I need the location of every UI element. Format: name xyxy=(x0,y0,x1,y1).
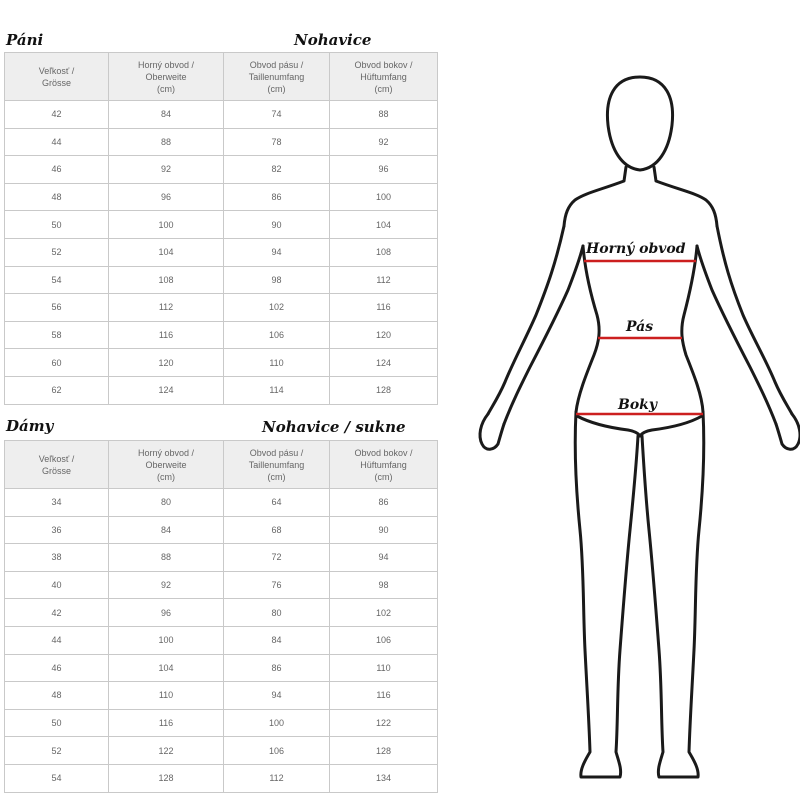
table-cell: 46 xyxy=(5,156,109,184)
table-cell: 80 xyxy=(109,489,224,517)
column-header xyxy=(224,53,330,101)
column-header-line: (cm) xyxy=(157,83,175,94)
women-size-table xyxy=(4,440,438,793)
table-cell: 124 xyxy=(330,349,438,377)
table-row xyxy=(5,654,438,682)
table-cell: 128 xyxy=(330,737,438,765)
column-header xyxy=(109,53,224,101)
table-row xyxy=(5,101,438,129)
neck-shoulder-left xyxy=(564,167,626,226)
table-row xyxy=(5,626,438,654)
torso-left xyxy=(576,246,599,412)
table-cell: 44 xyxy=(5,626,109,654)
table-cell: 104 xyxy=(109,238,224,266)
women-title: Dámy xyxy=(6,417,54,435)
table-cell: 36 xyxy=(5,516,109,544)
table-cell: 86 xyxy=(224,183,330,211)
column-header-line: Taillenumfang xyxy=(248,459,305,470)
column-header xyxy=(5,441,109,489)
table-row xyxy=(5,128,438,156)
column-header xyxy=(109,441,224,489)
table-cell: 104 xyxy=(330,211,438,239)
table-cell: 48 xyxy=(5,183,109,211)
table-row xyxy=(5,349,438,377)
column-header-line: Veľkosť / xyxy=(38,65,75,76)
table-cell: 94 xyxy=(330,544,438,572)
table-row xyxy=(5,571,438,599)
table-cell: 74 xyxy=(224,101,330,129)
table-cell: 100 xyxy=(109,211,224,239)
table-cell: 34 xyxy=(5,489,109,517)
table-cell: 104 xyxy=(109,654,224,682)
table-cell: 60 xyxy=(5,349,109,377)
column-header xyxy=(330,441,438,489)
table-cell: 98 xyxy=(330,571,438,599)
column-header-line: Oberweite xyxy=(145,459,187,470)
table-cell: 58 xyxy=(5,321,109,349)
table-cell: 112 xyxy=(224,764,330,792)
table-cell: 116 xyxy=(330,682,438,710)
left-leg-outer xyxy=(575,412,638,777)
table-cell: 124 xyxy=(109,376,224,404)
table-cell: 54 xyxy=(5,764,109,792)
table-cell: 94 xyxy=(224,238,330,266)
table-cell: 64 xyxy=(224,489,330,517)
table-cell: 50 xyxy=(5,211,109,239)
table-cell: 52 xyxy=(5,737,109,765)
table-cell: 98 xyxy=(224,266,330,294)
table-cell: 88 xyxy=(330,101,438,129)
right-arm-outer xyxy=(717,226,792,414)
head-outline xyxy=(607,77,672,170)
table-cell: 116 xyxy=(109,321,224,349)
body-outline xyxy=(480,77,800,777)
table-cell: 96 xyxy=(109,183,224,211)
table-header-row xyxy=(5,53,438,101)
table-cell: 110 xyxy=(330,654,438,682)
column-header xyxy=(224,441,330,489)
table-cell: 112 xyxy=(109,294,224,322)
column-header-line: Obvod bokov / xyxy=(354,447,413,458)
table-cell: 100 xyxy=(224,709,330,737)
table-cell: 106 xyxy=(330,626,438,654)
right-arm-inner xyxy=(697,246,776,424)
torso-right xyxy=(682,246,703,412)
table-cell: 94 xyxy=(224,682,330,710)
table-row xyxy=(5,489,438,517)
right-leg-outer xyxy=(642,412,704,777)
column-header-line: Obvod bokov / xyxy=(354,59,413,70)
table-cell: 72 xyxy=(224,544,330,572)
table-row xyxy=(5,599,438,627)
waist-label: Pás xyxy=(626,319,654,335)
table-cell: 50 xyxy=(5,709,109,737)
table-row xyxy=(5,516,438,544)
table-cell: 54 xyxy=(5,266,109,294)
column-header-line: (cm) xyxy=(267,83,286,94)
table-cell: 40 xyxy=(5,571,109,599)
table-row xyxy=(5,238,438,266)
table-cell: 102 xyxy=(330,599,438,627)
table-cell: 68 xyxy=(224,516,330,544)
table-row xyxy=(5,211,438,239)
table-cell: 128 xyxy=(330,376,438,404)
table-cell: 112 xyxy=(330,266,438,294)
table-row xyxy=(5,183,438,211)
table-cell: 80 xyxy=(224,599,330,627)
crotch-line xyxy=(577,416,702,436)
column-header-line: Hüftumfang xyxy=(360,459,407,470)
men-size-table xyxy=(4,52,438,405)
table-row xyxy=(5,682,438,710)
table-cell: 46 xyxy=(5,654,109,682)
table-cell: 38 xyxy=(5,544,109,572)
women-subtitle: Nohavice / sukne xyxy=(262,418,406,436)
table-cell: 116 xyxy=(330,294,438,322)
table-cell: 100 xyxy=(109,626,224,654)
table-cell: 88 xyxy=(109,128,224,156)
column-header-line: Obvod pásu / xyxy=(249,59,304,70)
table-cell: 82 xyxy=(224,156,330,184)
table-cell: 92 xyxy=(109,156,224,184)
column-header-line: (cm) xyxy=(374,471,393,482)
table-row xyxy=(5,266,438,294)
table-cell: 122 xyxy=(109,737,224,765)
table-cell: 120 xyxy=(109,349,224,377)
left-hand xyxy=(480,414,504,449)
table-header-row xyxy=(5,441,438,489)
body-measurement-figure xyxy=(460,60,800,800)
table-cell: 102 xyxy=(224,294,330,322)
table-cell: 90 xyxy=(224,211,330,239)
table-cell: 44 xyxy=(5,128,109,156)
table-row xyxy=(5,764,438,792)
table-cell: 116 xyxy=(109,709,224,737)
column-header-line: (cm) xyxy=(267,471,286,482)
table-cell: 108 xyxy=(330,238,438,266)
column-header-line: (cm) xyxy=(157,471,175,482)
table-cell: 100 xyxy=(330,183,438,211)
column-header-line: Grösse xyxy=(41,77,71,88)
table-cell: 56 xyxy=(5,294,109,322)
table-row xyxy=(5,376,438,404)
table-cell: 106 xyxy=(224,321,330,349)
column-header-line: Grösse xyxy=(41,465,71,476)
table-cell: 78 xyxy=(224,128,330,156)
column-header-line: (cm) xyxy=(374,83,393,94)
neck-shoulder-right xyxy=(654,167,717,226)
table-cell: 96 xyxy=(109,599,224,627)
right-hand xyxy=(776,414,800,449)
table-cell: 76 xyxy=(224,571,330,599)
table-cell: 42 xyxy=(5,599,109,627)
column-header-line: Veľkosť / xyxy=(38,453,75,464)
table-cell: 86 xyxy=(224,654,330,682)
table-cell: 42 xyxy=(5,101,109,129)
column-header xyxy=(330,53,438,101)
table-cell: 120 xyxy=(330,321,438,349)
table-cell: 90 xyxy=(330,516,438,544)
table-cell: 88 xyxy=(109,544,224,572)
men-subtitle: Nohavice xyxy=(294,31,372,49)
column-header-line: Hüftumfang xyxy=(360,71,407,82)
column-header-line: Oberweite xyxy=(145,71,187,82)
table-cell: 122 xyxy=(330,709,438,737)
table-cell: 62 xyxy=(5,376,109,404)
men-title: Páni xyxy=(6,31,44,49)
table-row xyxy=(5,156,438,184)
table-cell: 106 xyxy=(224,737,330,765)
column-header-line: Horný obvod / xyxy=(137,59,195,70)
table-cell: 128 xyxy=(109,764,224,792)
table-row xyxy=(5,709,438,737)
table-cell: 84 xyxy=(109,101,224,129)
table-cell: 48 xyxy=(5,682,109,710)
column-header-line: Horný obvod / xyxy=(137,447,195,458)
table-row xyxy=(5,294,438,322)
table-cell: 92 xyxy=(109,571,224,599)
left-arm-inner xyxy=(504,246,583,424)
table-cell: 86 xyxy=(330,489,438,517)
table-row xyxy=(5,737,438,765)
table-cell: 110 xyxy=(224,349,330,377)
table-cell: 108 xyxy=(109,266,224,294)
table-cell: 110 xyxy=(109,682,224,710)
column-header-line: Obvod pásu / xyxy=(249,447,304,458)
chest-label: Horný obvod xyxy=(586,241,686,257)
table-cell: 134 xyxy=(330,764,438,792)
table-cell: 52 xyxy=(5,238,109,266)
table-row xyxy=(5,321,438,349)
column-header-line: Taillenumfang xyxy=(248,71,305,82)
table-cell: 84 xyxy=(224,626,330,654)
hips-label: Boky xyxy=(618,397,658,413)
table-cell: 84 xyxy=(109,516,224,544)
table-cell: 114 xyxy=(224,376,330,404)
table-row xyxy=(5,544,438,572)
table-cell: 92 xyxy=(330,128,438,156)
column-header xyxy=(5,53,109,101)
table-cell: 96 xyxy=(330,156,438,184)
